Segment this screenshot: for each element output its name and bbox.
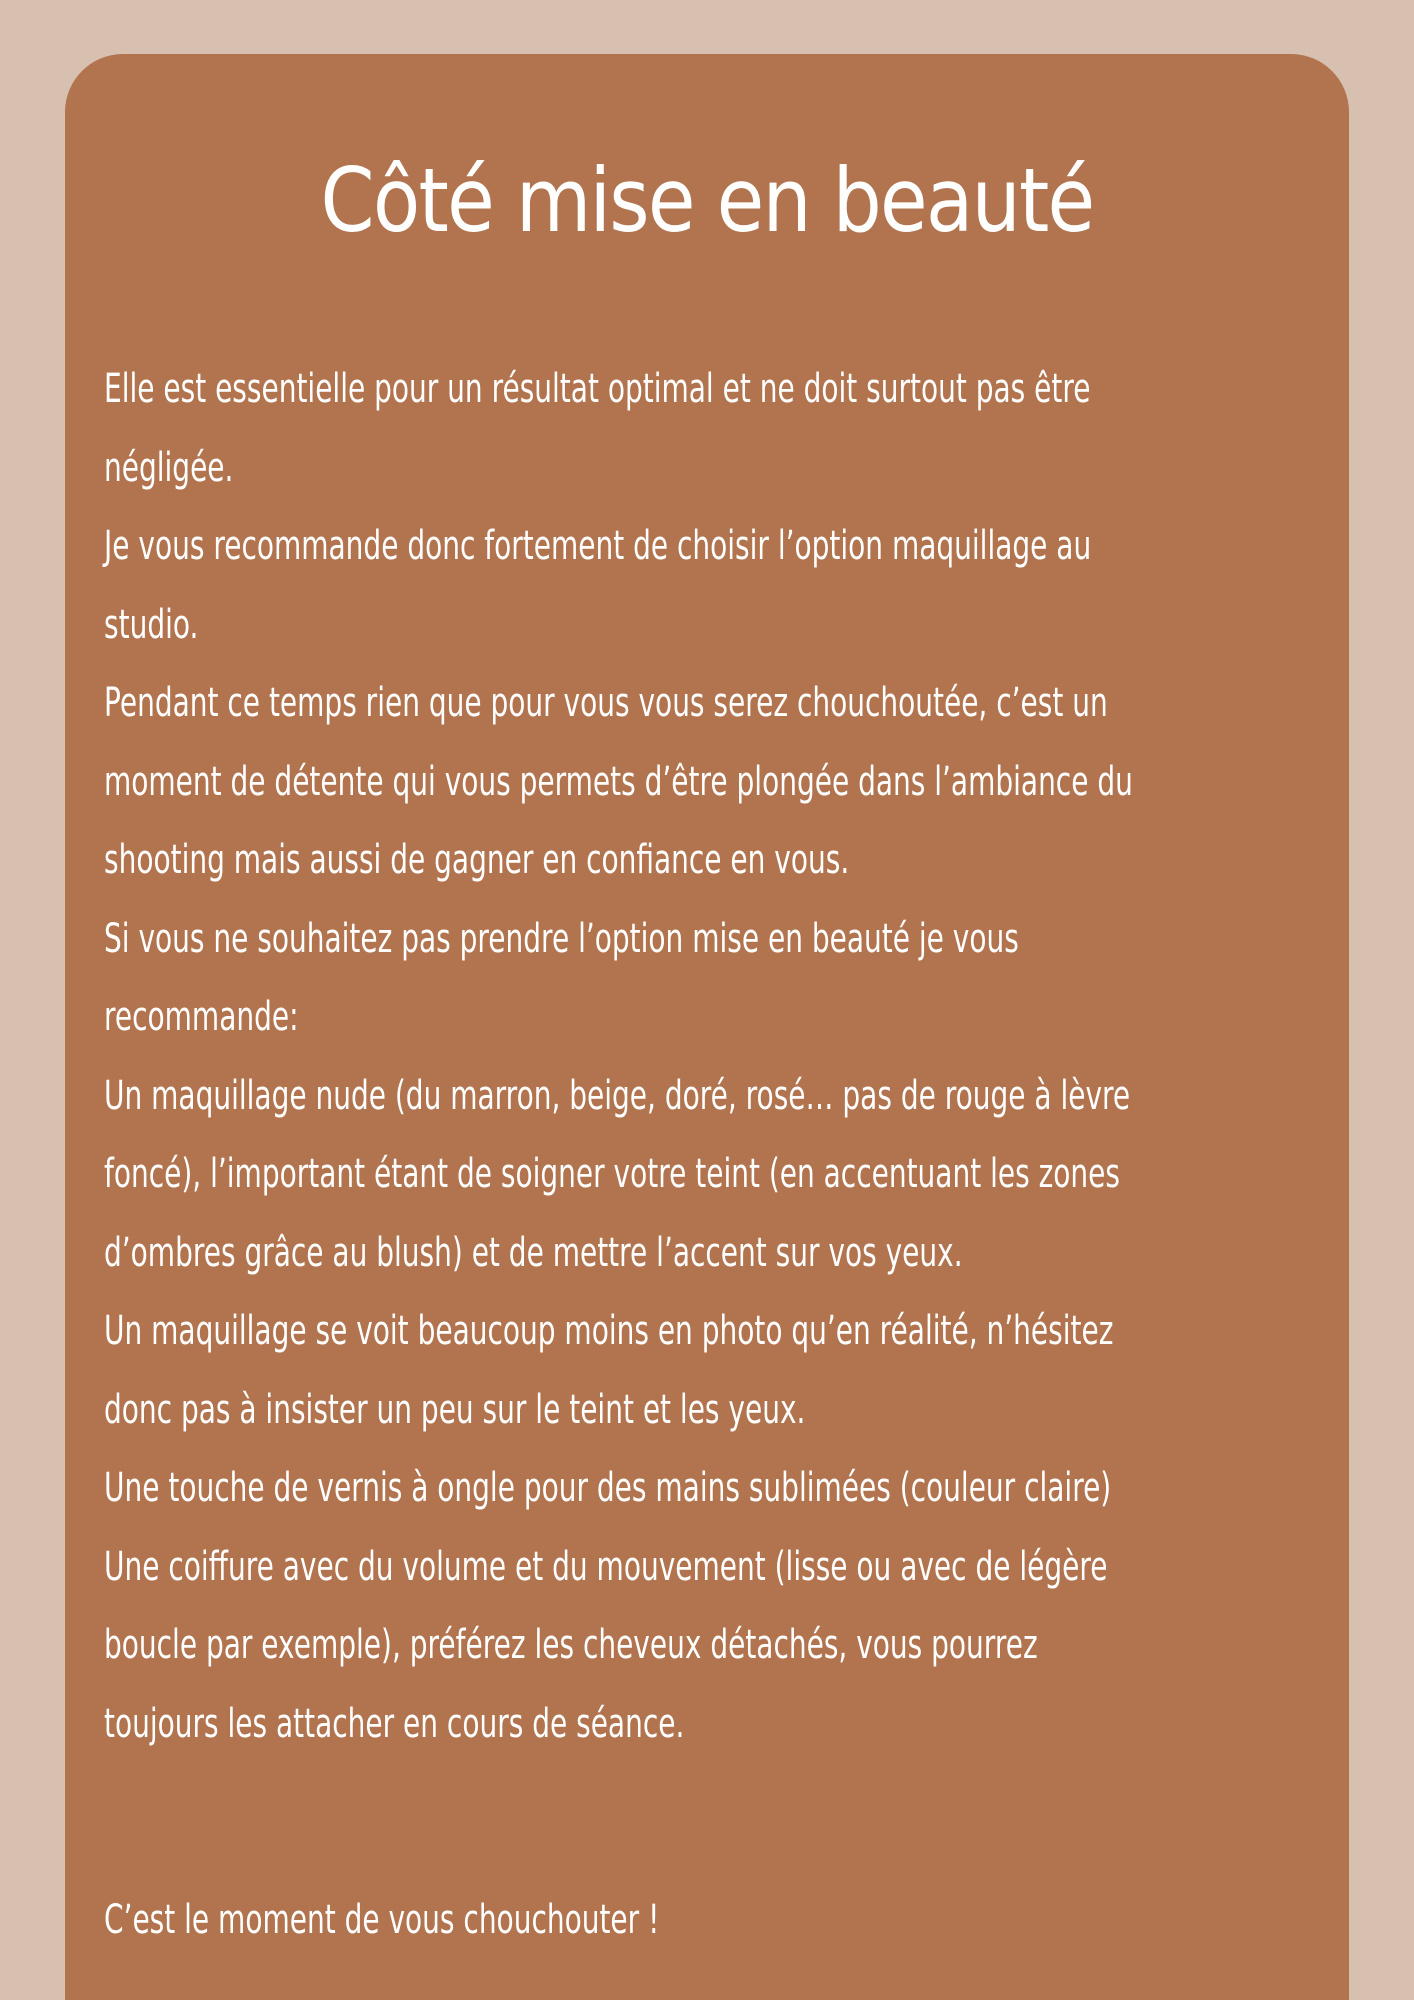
paragraph-recommendation: Je vous recommande donc fortement de choisir l’option maquillage au studio. (104, 523, 1092, 648)
paragraph-nude-makeup: Un maquillage nude (du marron, beige, doré, rosé… pas de rouge à lèvre foncé), l’important étant de soigner votre teint (en accentuant les zones d’ombres grâce au blush) et de mettre l’accent sur vos yeux. (104, 1072, 1131, 1276)
paragraph-photo-tip: Un maquillage se voit beaucoup moins en photo qu’en réalité, n’hésitez donc pas à insister un peu sur le teint et les yeux. (104, 1308, 1114, 1433)
page-title: Côté mise en beauté (320, 149, 1094, 252)
body-text (104, 350, 1147, 1763)
paragraph-essential: Elle est essentielle pour un résultat optimal et ne doit surtout pas être négligée. (104, 366, 1091, 491)
paragraph-hairstyle: Une coiffure avec du volume et du mouvement (lisse ou avec de légère boucle par exemple), préférez les cheveux détachés, vous pourrez toujours les attacher en cours de séance. (104, 1543, 1108, 1747)
closing-line: C’est le moment de vous chouchouter ! (104, 1897, 660, 1943)
content-card (65, 54, 1349, 2000)
paragraph-without-option: Si vous ne souhaitez pas prendre l’option mise en beauté je vous recommande: (104, 915, 1019, 1040)
paragraph-nail-polish: Une touche de vernis à ongle pour des mains sublimées (couleur claire) (104, 1465, 1112, 1511)
paragraph-relaxation: Pendant ce temps rien que pour vous vous serez chouchoutée, c’est un moment de détente qui vous permets d’être plongée dans l’ambiance du shooting mais aussi de gagner en confiance en vous. (104, 680, 1133, 883)
